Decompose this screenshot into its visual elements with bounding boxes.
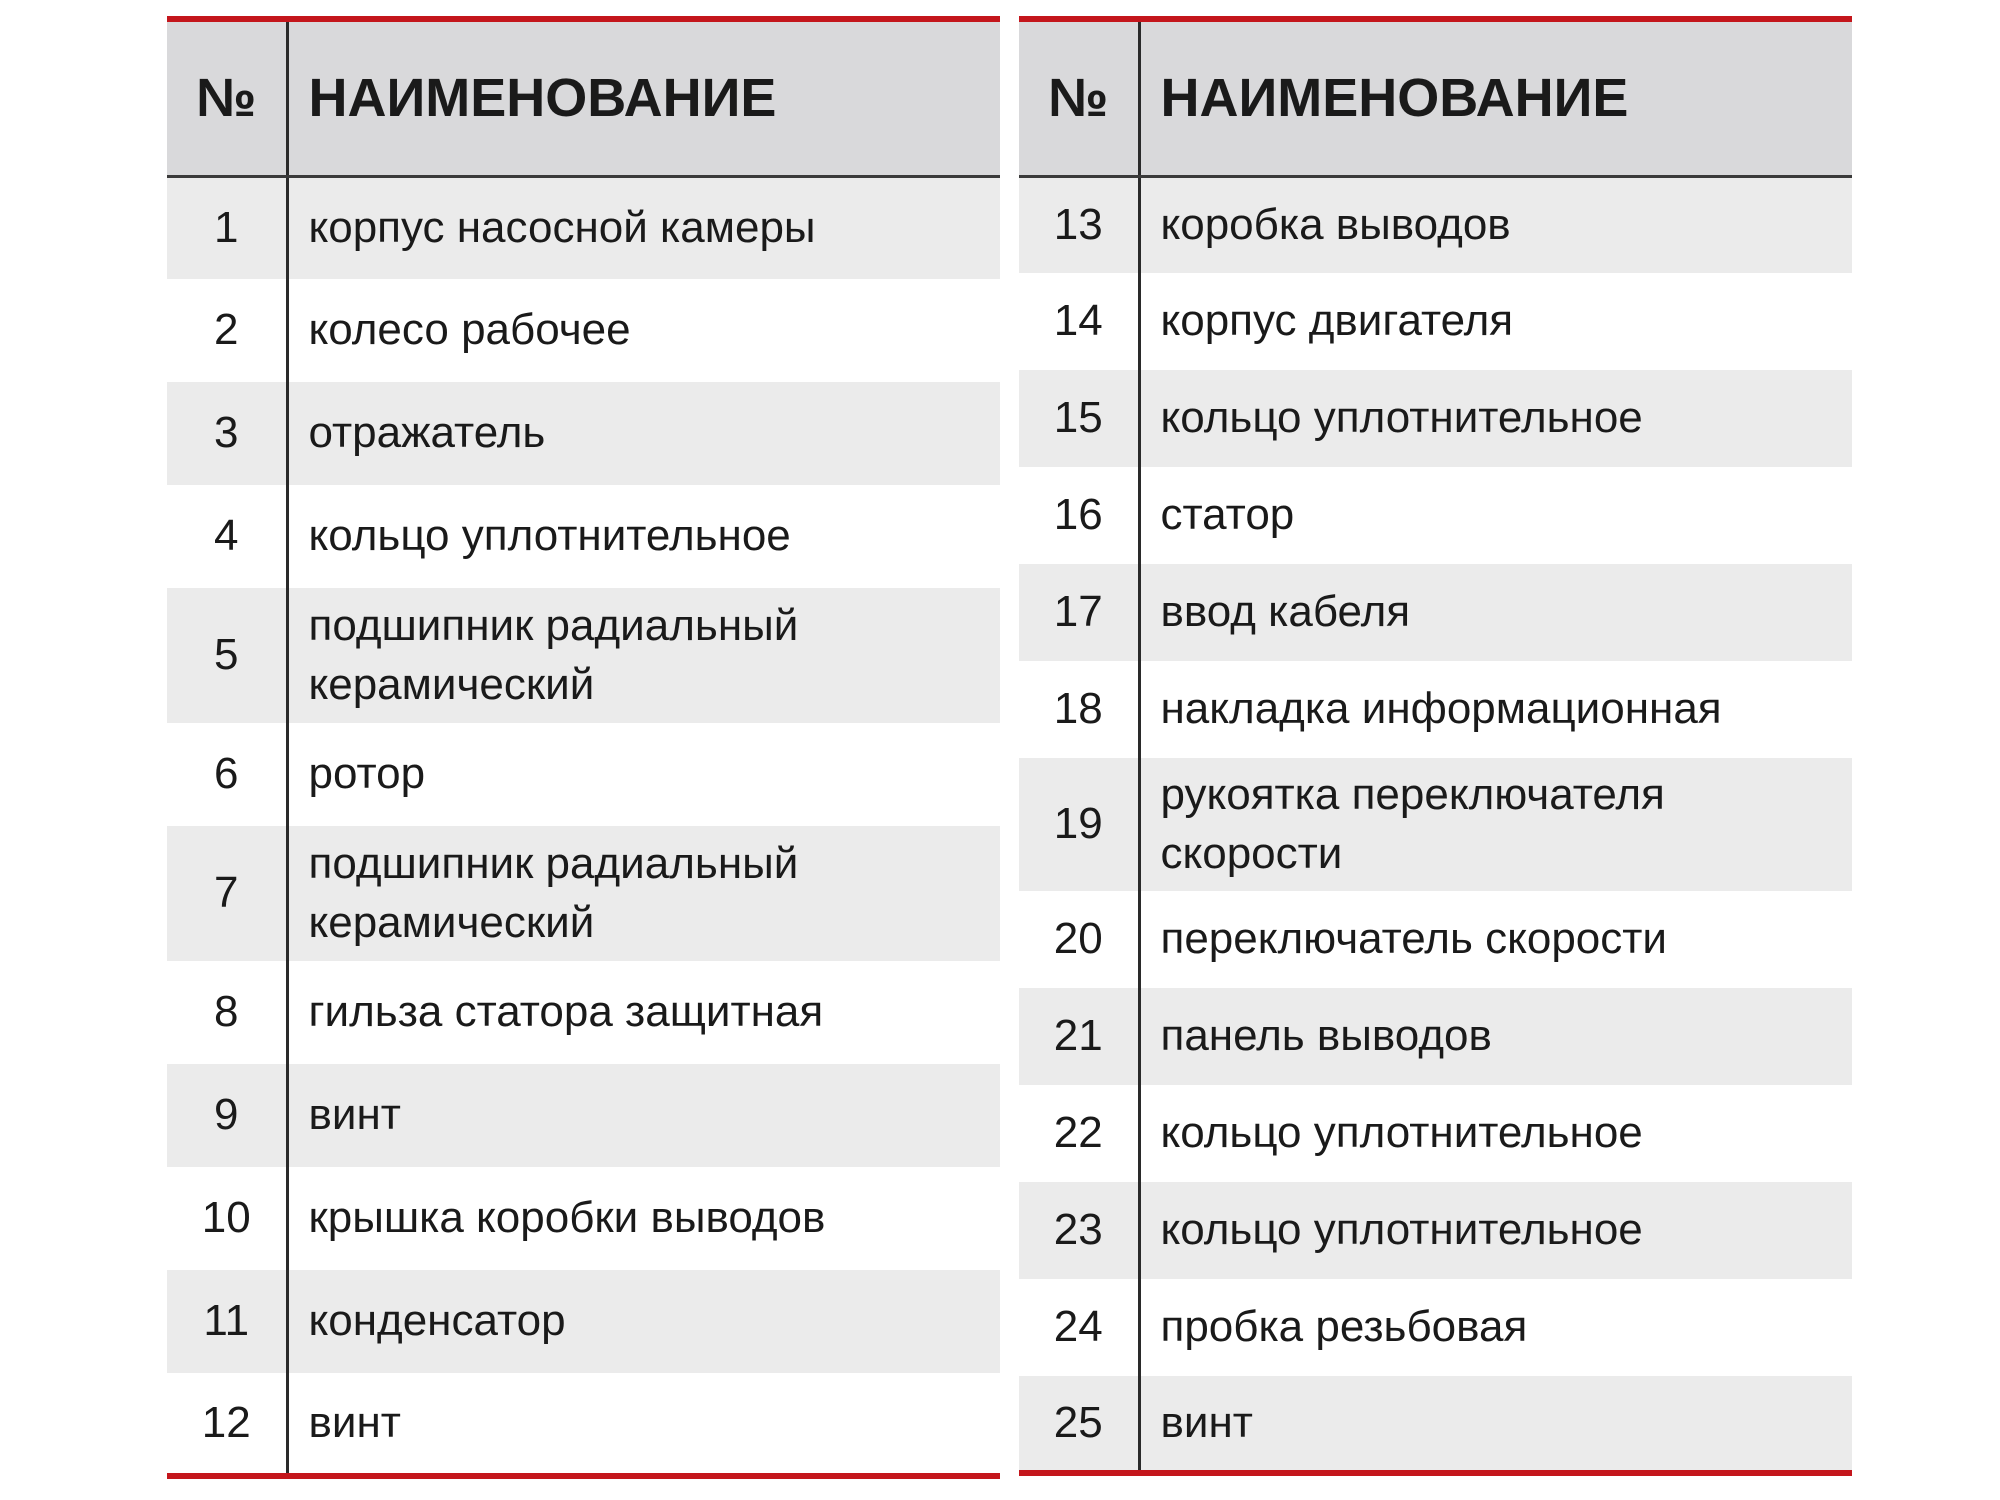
- table-row: [1019, 564, 1852, 661]
- part-name: ввод кабеля: [1160, 587, 1411, 637]
- part-number: 11: [167, 1270, 287, 1373]
- column-header-name: НАИМЕНОВАНИЕ: [1139, 19, 1852, 176]
- table-row: [1019, 176, 1852, 273]
- part-number: 3: [167, 382, 287, 485]
- part-name: подшипник радиальный керамический: [308, 838, 799, 947]
- part-number: 23: [1019, 1182, 1139, 1279]
- table-row: [1019, 1085, 1852, 1182]
- part-name: коробка выводов: [1160, 199, 1511, 249]
- part-number: 18: [1019, 661, 1139, 758]
- part-name: пробка резьбовая: [1160, 1302, 1528, 1352]
- part-name: отражатель: [308, 408, 546, 458]
- column-header-number: №: [167, 19, 287, 176]
- part-number: 16: [1019, 467, 1139, 564]
- part-number: 20: [1019, 891, 1139, 988]
- table-row: [167, 382, 1000, 485]
- table-row: [167, 485, 1000, 588]
- part-number: 7: [167, 826, 287, 961]
- table-row: [167, 279, 1000, 382]
- part-name: статор: [1160, 490, 1295, 540]
- part-name: винт: [308, 1397, 401, 1447]
- table-row: [1019, 1182, 1852, 1279]
- part-name: панель выводов: [1160, 1011, 1492, 1061]
- column-header-number: №: [1019, 19, 1139, 176]
- table-header-row: [167, 19, 1000, 176]
- part-number: 10: [167, 1167, 287, 1270]
- part-name: переключатель скорости: [1160, 914, 1667, 964]
- part-number: 1: [167, 176, 287, 279]
- part-number: 21: [1019, 988, 1139, 1085]
- part-number: 5: [167, 588, 287, 723]
- part-number: 14: [1019, 273, 1139, 370]
- part-number: 17: [1019, 564, 1139, 661]
- part-number: 6: [167, 723, 287, 826]
- part-number: 15: [1019, 370, 1139, 467]
- parts-table-left: [167, 16, 1000, 1479]
- part-name: крышка коробки выводов: [308, 1193, 826, 1243]
- part-number: 8: [167, 961, 287, 1064]
- part-name: кольцо уплотнительное: [1160, 1205, 1643, 1255]
- part-name: колесо рабочее: [308, 305, 631, 355]
- parts-table-right: [1019, 16, 1852, 1476]
- table-row: [1019, 273, 1852, 370]
- table-row: [1019, 891, 1852, 988]
- table-row: [1019, 467, 1852, 564]
- table-row: [167, 826, 1000, 961]
- part-number: 25: [1019, 1376, 1139, 1473]
- part-name: винт: [308, 1090, 401, 1140]
- table-row: [1019, 758, 1852, 891]
- part-name: кольцо уплотнительное: [1160, 1108, 1643, 1158]
- table-row: [167, 723, 1000, 826]
- part-name: рукоятка переключателя скорости: [1160, 769, 1665, 878]
- part-name: ротор: [308, 749, 426, 799]
- table-row: [167, 1270, 1000, 1373]
- part-number: 2: [167, 279, 287, 382]
- table-row: [1019, 1376, 1852, 1473]
- part-number: 9: [167, 1064, 287, 1167]
- part-name: кольцо уплотнительное: [308, 511, 791, 561]
- part-number: 13: [1019, 176, 1139, 273]
- part-number: 4: [167, 485, 287, 588]
- table-row: [167, 1064, 1000, 1167]
- part-number: 19: [1019, 758, 1139, 891]
- table-row: [167, 176, 1000, 279]
- part-name: корпус насосной камеры: [308, 202, 816, 252]
- part-name: кольцо уплотнительное: [1160, 393, 1643, 443]
- table-row: [167, 961, 1000, 1064]
- table-row: [1019, 661, 1852, 758]
- part-name: накладка информационная: [1160, 684, 1722, 734]
- table-row: [1019, 1279, 1852, 1376]
- part-number: 22: [1019, 1085, 1139, 1182]
- table-row: [167, 1373, 1000, 1476]
- column-header-name: НАИМЕНОВАНИЕ: [287, 19, 1000, 176]
- table-row: [1019, 370, 1852, 467]
- part-number: 24: [1019, 1279, 1139, 1376]
- part-name: гильза статора защитная: [308, 987, 824, 1037]
- table-row: [167, 588, 1000, 723]
- part-name: конденсатор: [308, 1296, 566, 1346]
- part-name: подшипник радиальный керамический: [308, 600, 799, 709]
- table-row: [167, 1167, 1000, 1270]
- table-row: [1019, 988, 1852, 1085]
- part-name: корпус двигателя: [1160, 296, 1514, 346]
- table-header-row: [1019, 19, 1852, 176]
- part-name: винт: [1160, 1397, 1253, 1447]
- part-number: 12: [167, 1373, 287, 1476]
